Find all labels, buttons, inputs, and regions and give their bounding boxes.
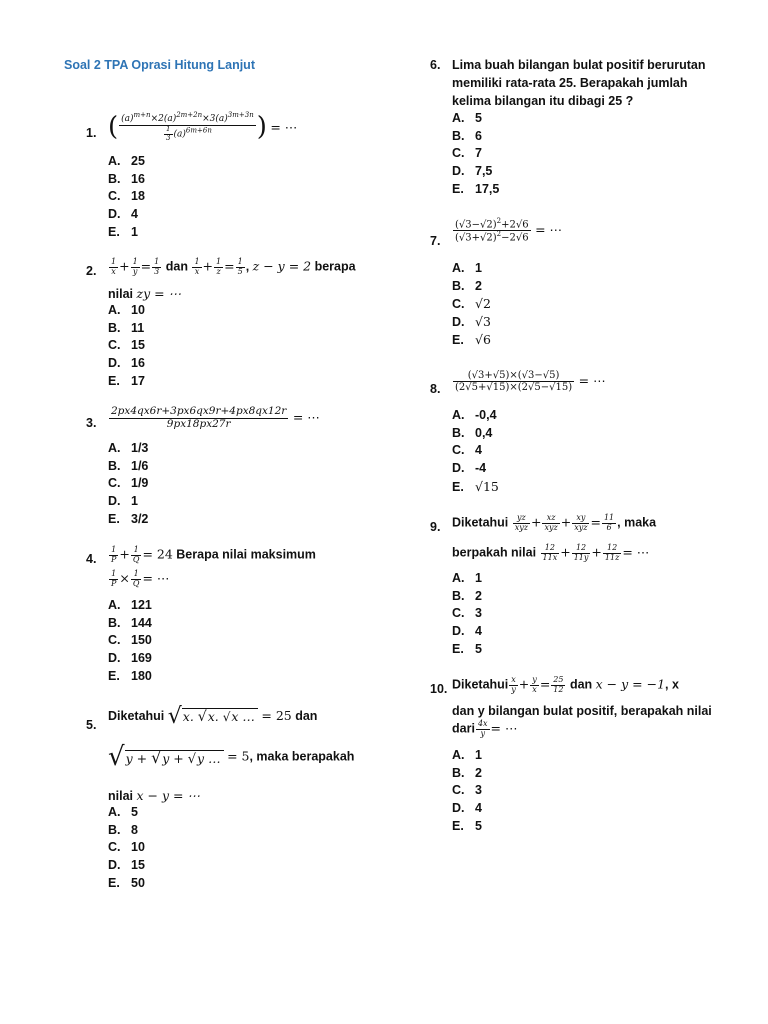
options-list bbox=[452, 570, 482, 658]
question-10 bbox=[430, 676, 760, 846]
option-a[interactable]: A. 121 bbox=[108, 598, 152, 612]
option-b[interactable]: B. 144 bbox=[108, 615, 152, 630]
question-stem-line2: memiliki rata-rata 25. Berapakah jumlah bbox=[452, 76, 688, 90]
question-stem: $\frac{2px4qx6r+3px6qx9r+4px8qx12r}{9px18px27r}$ = ⋯ bbox=[111, 405, 320, 430]
question-stem-line2: √y + √y + √y … = 5, maka berapakah bbox=[108, 742, 355, 772]
option-e[interactable]: E. √15 bbox=[452, 478, 499, 494]
option-c[interactable]: C. 18 bbox=[108, 189, 145, 204]
option-d[interactable]: D. 7,5 bbox=[452, 164, 493, 179]
option-c[interactable]: C. 7 bbox=[452, 146, 482, 161]
question-number: 4. bbox=[86, 552, 97, 566]
question-number: 9. bbox=[430, 520, 441, 534]
option-b[interactable]: B. 6 bbox=[452, 128, 482, 143]
option-b[interactable]: B. 0,4 bbox=[452, 425, 493, 440]
option-a[interactable]: A. -0,4 bbox=[452, 408, 497, 422]
options-list bbox=[108, 597, 152, 685]
question-number: 10. bbox=[430, 682, 448, 696]
option-a[interactable]: A. 1 bbox=[452, 571, 482, 585]
question-number: 6. bbox=[430, 58, 441, 72]
option-b[interactable]: B. 2 bbox=[452, 588, 482, 603]
options-list bbox=[108, 804, 145, 892]
option-e[interactable]: E. 17 bbox=[108, 373, 145, 388]
question-number: 7. bbox=[430, 234, 441, 248]
question-stem-line3: dari $\frac{4x}{y}$ = ⋯ bbox=[452, 719, 518, 738]
option-c[interactable]: C. 10 bbox=[108, 840, 145, 855]
option-e[interactable]: E. 5 bbox=[452, 641, 482, 656]
option-e[interactable]: E. 3/2 bbox=[108, 511, 149, 526]
option-c[interactable]: C. √2 bbox=[452, 296, 491, 312]
question-stem: Diketahui $\frac{x}{y}$ + $\frac{y}{x}$ = $\frac{25}{12}$ dan x − y = −1, x bbox=[452, 675, 679, 694]
option-d[interactable]: D. 169 bbox=[108, 651, 152, 666]
option-b[interactable]: B. 11 bbox=[108, 320, 145, 335]
option-a[interactable]: A. 1 bbox=[452, 748, 482, 762]
question-stem-line3: nilai x − y = ⋯ bbox=[108, 788, 200, 803]
question-4 bbox=[86, 546, 386, 686]
option-c[interactable]: C. 3 bbox=[452, 606, 482, 621]
question-number: 8. bbox=[430, 382, 441, 396]
options-list bbox=[452, 407, 499, 495]
question-stem: $\frac{(√3-√2)^2+2√6}{(√3+√2)^2-2√6}$ = ⋯ bbox=[455, 217, 563, 244]
option-e[interactable]: E. 1 bbox=[108, 224, 138, 239]
question-7 bbox=[430, 218, 760, 358]
option-a[interactable]: A. 1 bbox=[452, 261, 482, 275]
option-e[interactable]: E. 50 bbox=[108, 875, 145, 890]
option-c[interactable]: C. 1/9 bbox=[108, 476, 149, 491]
option-a[interactable]: A. 1/3 bbox=[108, 441, 149, 455]
option-a[interactable]: A. 5 bbox=[108, 805, 138, 819]
option-e[interactable]: E. 180 bbox=[108, 668, 152, 683]
option-b[interactable]: B. 16 bbox=[108, 171, 145, 186]
page-title: Soal 2 TPA Oprasi Hitung Lanjut bbox=[64, 58, 255, 72]
question-9 bbox=[430, 514, 760, 664]
option-d[interactable]: D. √3 bbox=[452, 314, 491, 330]
question-6 bbox=[430, 58, 760, 203]
option-c[interactable]: C. 3 bbox=[452, 783, 482, 798]
option-e[interactable]: E. 17,5 bbox=[452, 181, 500, 196]
option-a[interactable]: A. 10 bbox=[108, 303, 145, 317]
question-stem-line2: dan y bilangan bulat positif, berapakah nilai bbox=[452, 704, 712, 718]
question-number: 3. bbox=[86, 416, 97, 430]
question-stem-line1: Lima buah bilangan bulat positif berurutan bbox=[452, 58, 706, 72]
question-stem: Diketahui √x. √x. √x … = 25 dan bbox=[108, 704, 318, 729]
option-a[interactable]: A. 25 bbox=[108, 154, 145, 168]
options-list bbox=[452, 747, 482, 835]
question-stem-line2: nilai zy = ⋯ bbox=[108, 286, 182, 301]
option-b[interactable]: B. 2 bbox=[452, 278, 482, 293]
question-number: 5. bbox=[86, 718, 97, 732]
option-d[interactable]: D. -4 bbox=[452, 461, 487, 476]
option-a[interactable]: A. 5 bbox=[452, 111, 482, 125]
option-d[interactable]: D. 1 bbox=[108, 494, 138, 509]
question-stem: Diketahui $\frac{yz}{\text{xyz}}$ + $\frac{xz}{\text{xyz}}$ + $\frac{xy}{\text{xyz}}$ = $\frac{11}{6}$ , maka bbox=[452, 513, 657, 532]
question-stem: ( $(a)^{m+n}\times 2(a)^{2m+2n}\times 3(a)^{3m+3n}$ $\frac{1}{3}$ $(a)^{6m+6n}$ ) = ⋯ bbox=[108, 111, 298, 143]
options-list bbox=[452, 260, 491, 348]
question-1 bbox=[86, 112, 386, 242]
options-list bbox=[108, 440, 148, 528]
question-stem-line2: berpakah nilai $\frac{12}{11x}$ + $\frac{12}{11y}$ + $\frac{12}{11z}$ = ⋯ bbox=[452, 543, 650, 562]
option-e[interactable]: E. √6 bbox=[452, 331, 491, 347]
option-e[interactable]: E. 5 bbox=[452, 818, 482, 833]
option-b[interactable]: B. 1/6 bbox=[108, 458, 149, 473]
question-8 bbox=[430, 370, 760, 505]
option-d[interactable]: D. 4 bbox=[108, 207, 138, 222]
option-b[interactable]: B. 2 bbox=[452, 765, 482, 780]
question-number: 1. bbox=[86, 126, 97, 140]
question-5 bbox=[86, 704, 386, 894]
option-c[interactable]: C. 4 bbox=[452, 443, 482, 458]
option-b[interactable]: B. 8 bbox=[108, 822, 138, 837]
question-stem: $\frac{(√3+√5)\times(√3-√5)}{(2√5+√15)\times(2√5-√15)}$ = ⋯ bbox=[455, 370, 606, 393]
question-3 bbox=[86, 406, 386, 531]
options-list bbox=[452, 110, 499, 198]
option-d[interactable]: D. 4 bbox=[452, 624, 482, 639]
option-d[interactable]: D. 4 bbox=[452, 801, 482, 816]
option-c[interactable]: C. 15 bbox=[108, 338, 145, 353]
options-list bbox=[108, 302, 145, 390]
question-2 bbox=[86, 258, 386, 388]
option-c[interactable]: C. 150 bbox=[108, 633, 152, 648]
option-d[interactable]: D. 15 bbox=[108, 858, 145, 873]
question-stem: $\frac{1}{x}$ + $\frac{1}{y}$ = $\frac{1}{3}$ dan $\frac{1}{x}$ + $\frac{1}{z}$ = $\frac{1}{5}$ , z − y = 2 berapa bbox=[111, 257, 356, 276]
question-stem: $\frac{1}{P}$ + $\frac{1}{Q}$ = 24 Berapa nilai maksimum bbox=[111, 545, 316, 564]
options-list bbox=[108, 153, 145, 241]
question-stem-line2: $\frac{1}{P}$ × $\frac{1}{Q}$ = ⋯ bbox=[111, 569, 170, 588]
option-d[interactable]: D. 16 bbox=[108, 356, 145, 371]
question-number: 2. bbox=[86, 264, 97, 278]
question-stem-line3: kelima bilangan itu dibagi 25 ? bbox=[452, 94, 634, 108]
